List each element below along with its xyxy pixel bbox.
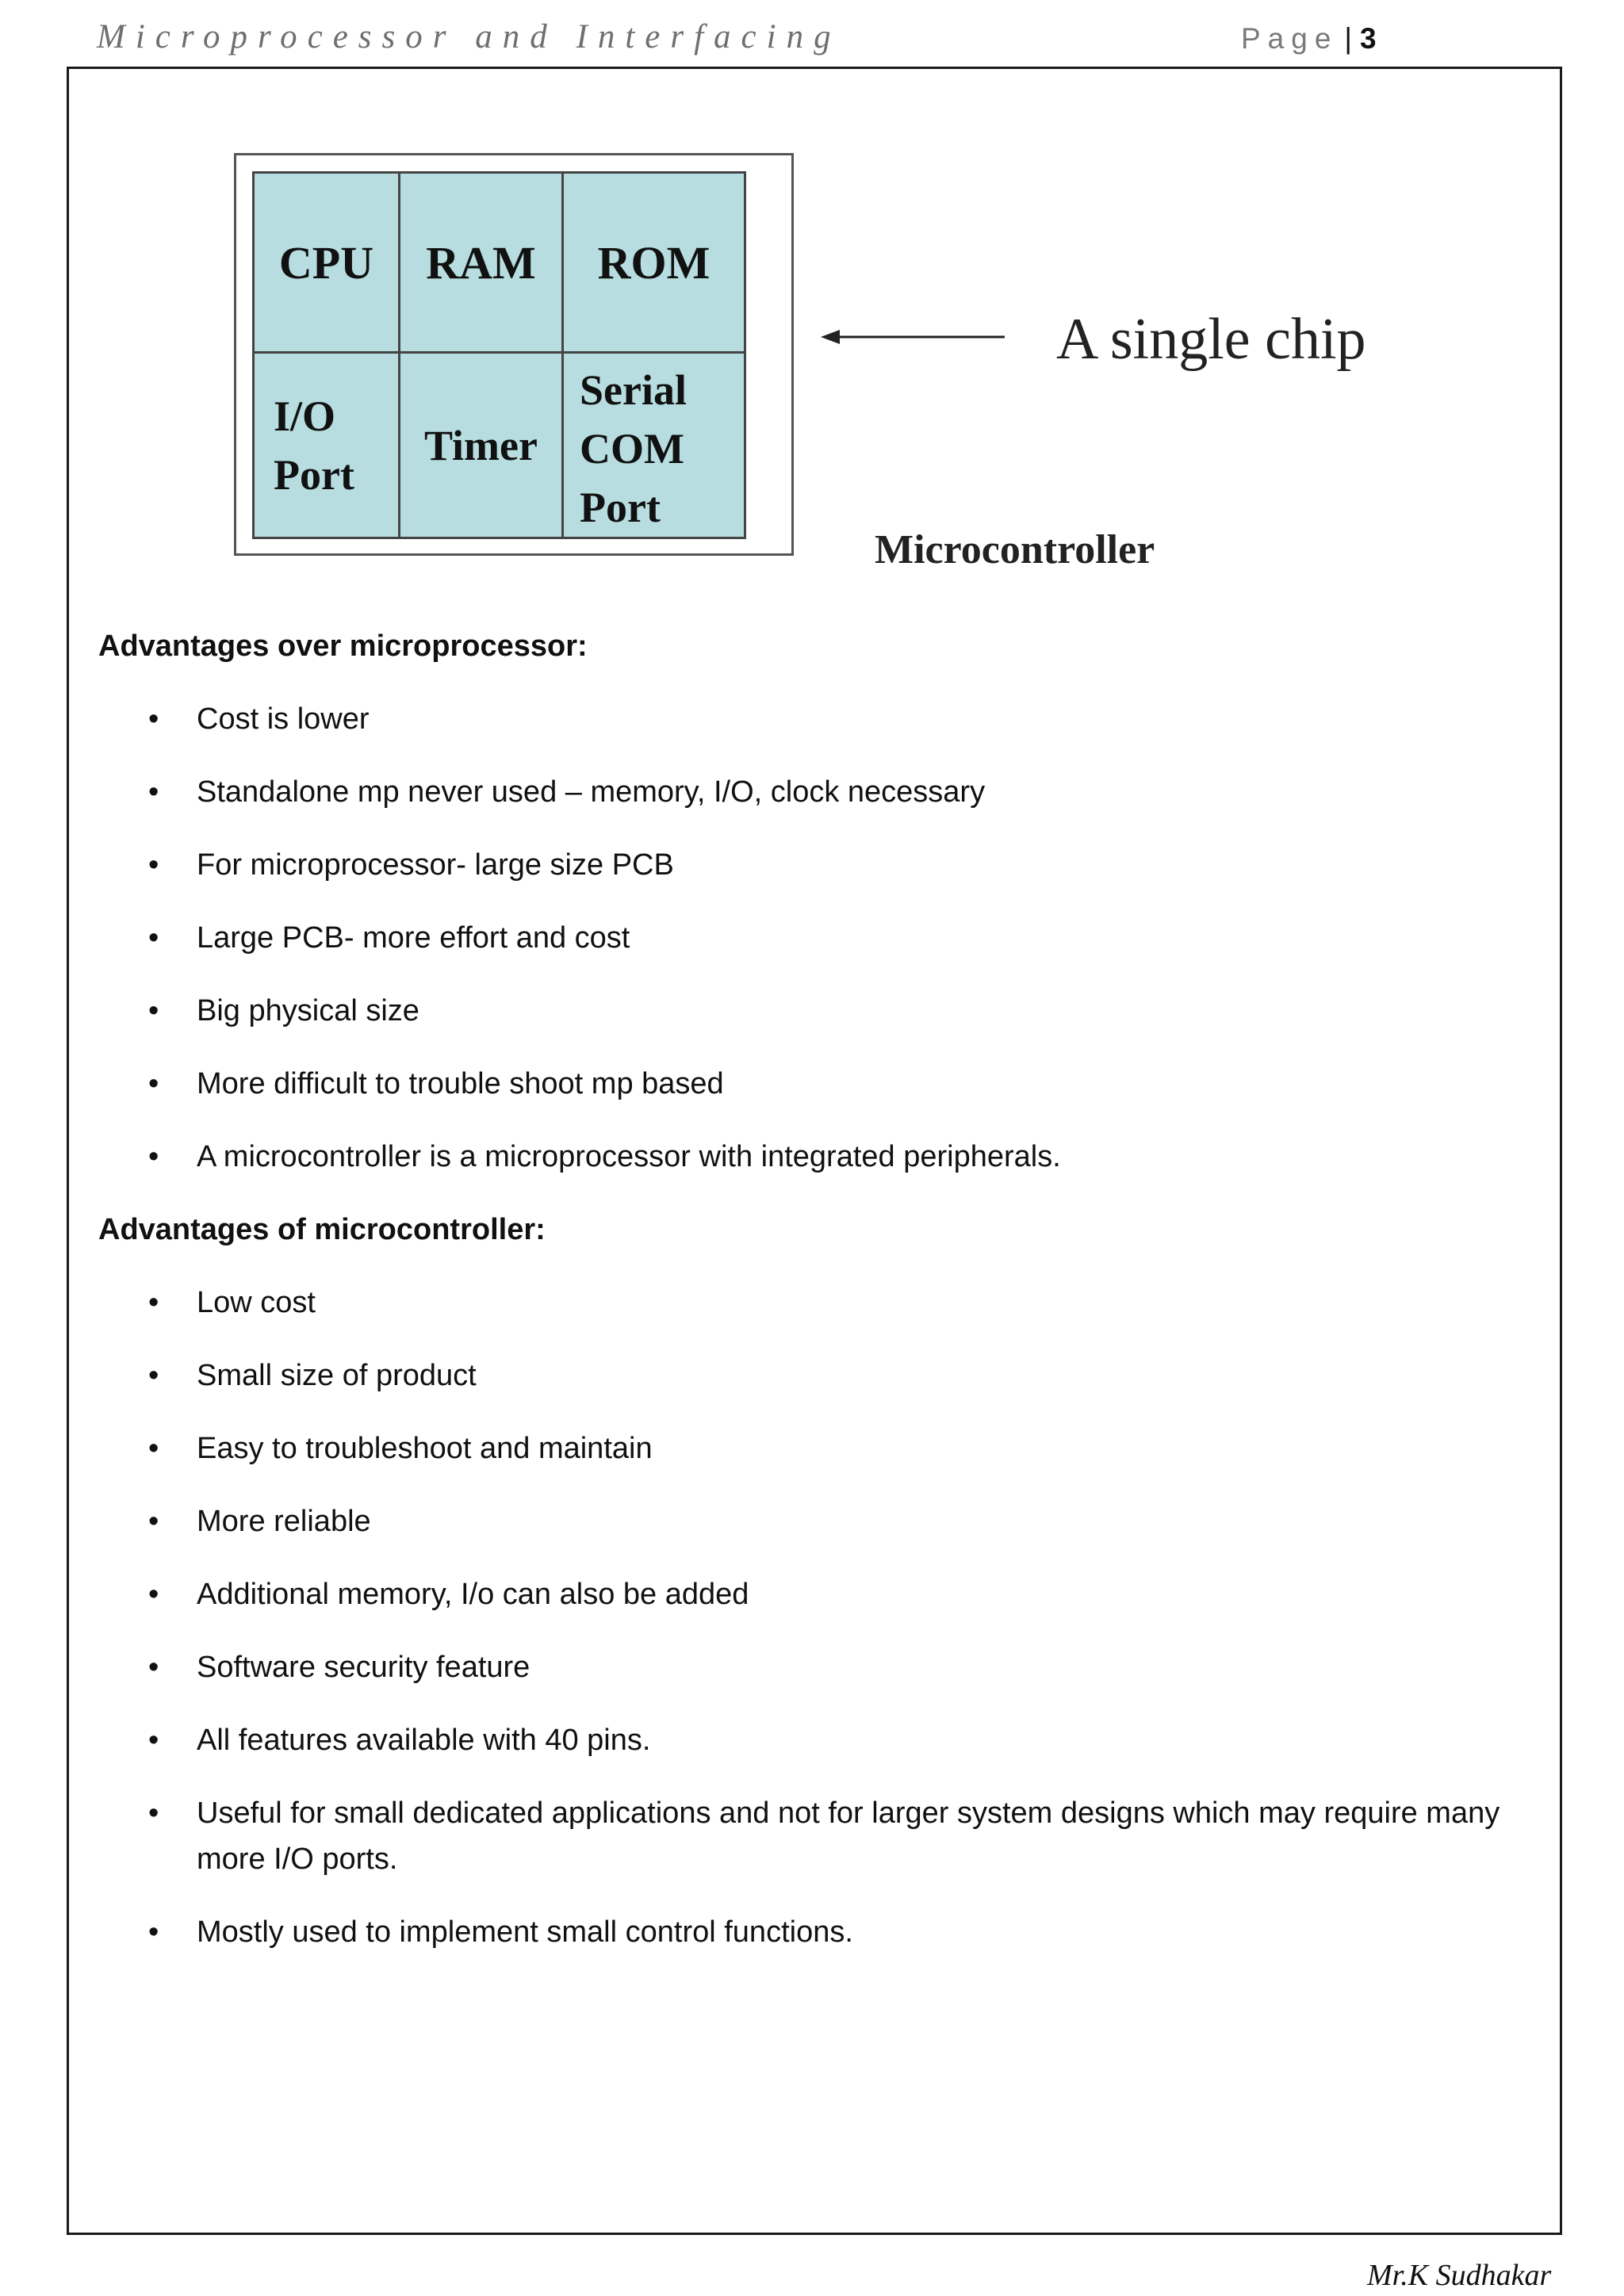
header-title: Microprocessor and Interfacing [97, 18, 841, 55]
section-heading: Advantages of microcontroller: [98, 1213, 546, 1246]
list-item-text: Standalone mp never used – memory, I/O, clock necessary [197, 775, 986, 809]
bullet-icon: • [148, 921, 159, 955]
list-item-text: Low cost [197, 1286, 316, 1319]
document-body [98, 623, 1510, 1982]
list-item-text: All features available with 40 pins. [197, 1724, 651, 1757]
bullet-icon: • [148, 848, 159, 882]
list-item-text: A microcontroller is a microprocessor with integrated peripherals. [197, 1140, 1061, 1173]
list-item [98, 1644, 1510, 1690]
bullet-icon: • [148, 1915, 159, 1949]
list-item [98, 1909, 1510, 1955]
bullet-icon: • [148, 1432, 159, 1465]
page-separator: | [1344, 22, 1353, 55]
bullet-icon: • [148, 702, 159, 736]
list-item-text: Additional memory, I/o can also be added [197, 1578, 749, 1611]
section-heading: Advantages over microprocessor: [98, 629, 588, 663]
bullet-icon: • [148, 1067, 159, 1100]
list-item-text: More reliable [197, 1505, 371, 1538]
serial-com-port-block: Serial COM Port [580, 365, 687, 531]
list-item [98, 1498, 1510, 1544]
microcontroller-diagram [234, 153, 794, 556]
io-port-block: I/O Port [255, 354, 400, 537]
list-item-text: Cost is lower [197, 702, 370, 736]
list-item-text: Small size of product [197, 1359, 477, 1392]
chip-block-grid [252, 171, 746, 539]
list-item [98, 1425, 1510, 1471]
ram-block: RAM [400, 174, 564, 354]
list-item [98, 1717, 1510, 1763]
list-item [98, 696, 1510, 742]
list-item [98, 1353, 1510, 1399]
bullet-icon: • [148, 1797, 159, 1830]
bullet-icon: • [148, 1359, 159, 1392]
list-item [98, 1790, 1510, 1882]
list-item [98, 842, 1510, 888]
list-item [98, 915, 1510, 961]
list-item-text: Big physical size [197, 994, 419, 1027]
list-item-text: Useful for small dedicated applications and not for larger system designs which may require many more I/O ports. [197, 1797, 1500, 1876]
list-item-text: Easy to troubleshoot and maintain [197, 1432, 653, 1465]
bullet-icon: • [148, 1724, 159, 1757]
list-item [98, 1134, 1510, 1180]
bullet-icon: • [148, 1140, 159, 1173]
list-item [98, 1061, 1510, 1107]
bullet-icon: • [148, 994, 159, 1027]
bullet-list [98, 696, 1510, 1180]
page-word: Page [1241, 22, 1339, 55]
bullet-icon: • [148, 1651, 159, 1684]
bullet-icon: • [148, 1505, 159, 1538]
list-item [98, 1571, 1510, 1617]
bullet-icon: • [148, 1578, 159, 1611]
timer-block: Timer [400, 354, 564, 537]
rom-block: ROM [564, 174, 744, 354]
list-item-text: Mostly used to implement small control functions. [197, 1915, 853, 1949]
bullet-icon: • [148, 775, 159, 809]
page-number-label [1241, 22, 1377, 55]
list-item-text: Software security feature [197, 1651, 530, 1684]
list-item-text: For microprocessor- large size PCB [197, 848, 674, 882]
cpu-block: CPU [255, 174, 400, 354]
bullet-icon: • [148, 1286, 159, 1319]
list-item [98, 1280, 1510, 1326]
list-item-text: Large PCB- more effort and cost [197, 921, 630, 955]
diagram-caption: Microcontroller [875, 527, 1155, 572]
page-number: 3 [1360, 22, 1377, 55]
list-item [98, 769, 1510, 815]
bullet-list [98, 1280, 1510, 1955]
author-signature: Mr.K Sudhakar [1367, 2259, 1552, 2292]
list-item [98, 988, 1510, 1034]
list-item-text: More difficult to trouble shoot mp based [197, 1067, 724, 1100]
left-arrow-icon [821, 327, 1011, 347]
single-chip-label: A single chip [1056, 307, 1366, 372]
